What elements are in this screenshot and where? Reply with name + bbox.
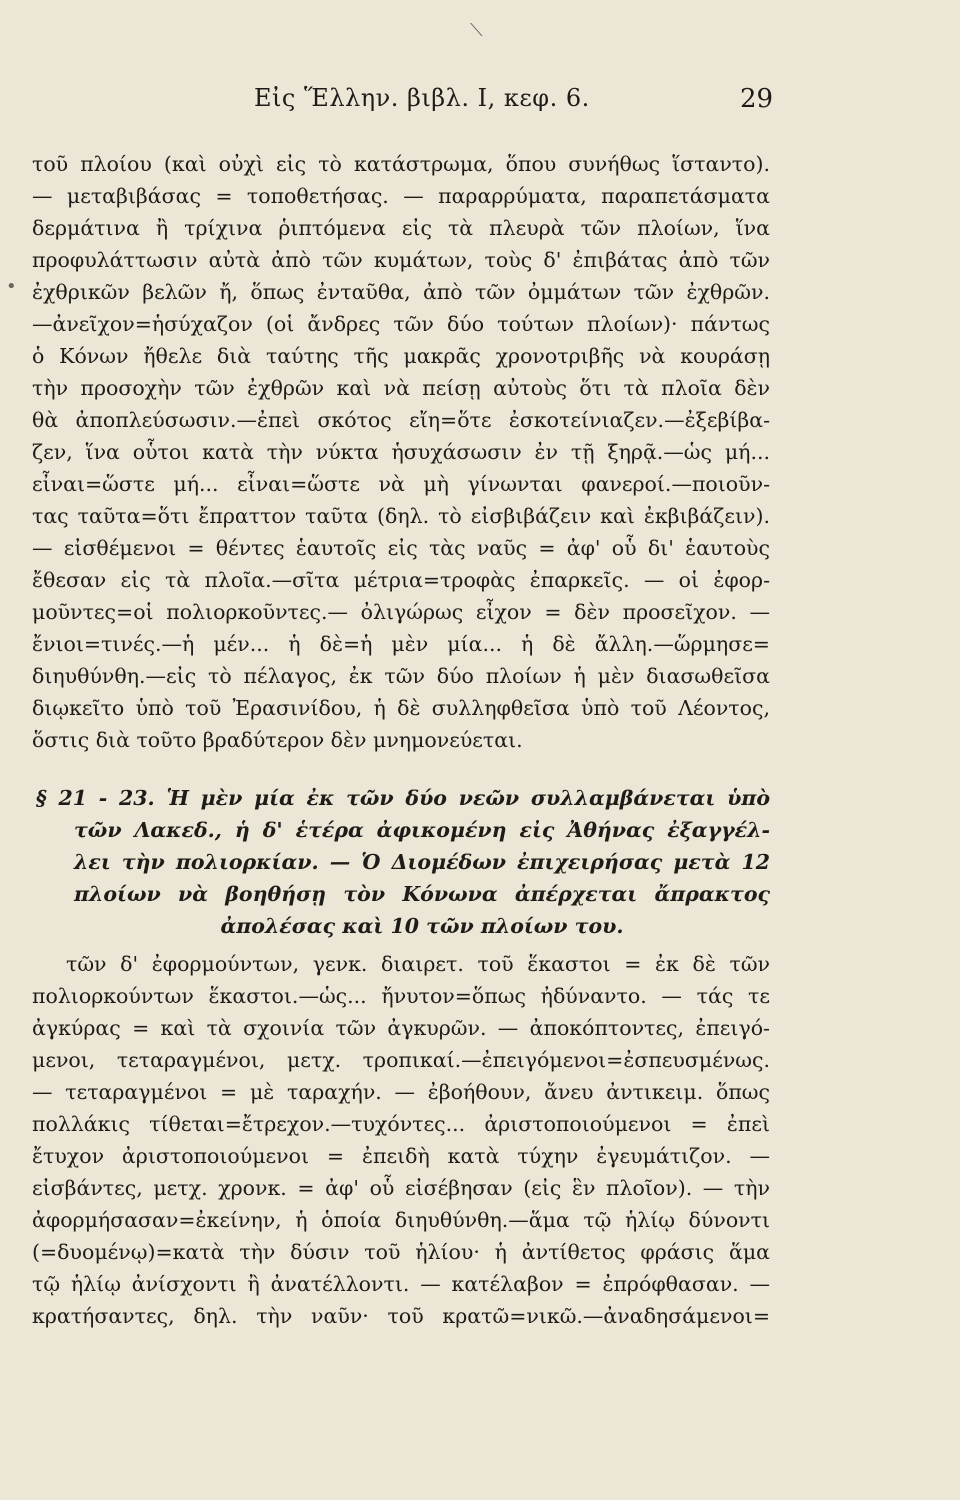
page-number: 29 [740, 84, 774, 114]
commentary-line: διηυθύνθη.—εἰς τὸ πέλαγος, ἐκ τῶν δύο πλοίων ἡ μὲν διασωθεῖσα [32, 664, 770, 688]
page-edge-mark: ⟍ [470, 20, 483, 41]
commentary-line: δερμάτινα ἢ τρίχινα ῥιπτόμενα εἰς τὰ πλευρὰ τῶν πλοίων, ἵνα [32, 216, 770, 240]
commentary-line: τὴν προσοχὴν τῶν ἐχθρῶν καὶ νὰ πείσῃ αὐτοὺς ὅτι τὰ πλοῖα δὲν [32, 376, 770, 400]
commentary-line: — μεταβιβάσας = τοποθετήσας. — παραρρύματα, παραπετάσματα [32, 184, 770, 208]
commentary-line: ἔνιοι=τινές.—ἡ μέν... ἡ δὲ=ἡ μὲν μία... ἡ δὲ ἄλλη.—ὥρμησε= [32, 632, 770, 656]
notes-line: τῷ ἡλίῳ ἀνίσχοντι ἢ ἀνατέλλοντι. — κατέλαβον = ἐπρόφθασαν. — [32, 1272, 770, 1296]
notes-line: ἀγκύρας = καὶ τὰ σχοινία τῶν ἀγκυρῶν. — ἀποκόπτοντες, ἐπειγό- [32, 1016, 770, 1040]
commentary-line: διῳκεῖτο ὑπὸ τοῦ Ἐρασινίδου, ἡ δὲ συλληφθεῖσα ὑπὸ τοῦ Λέοντος, [32, 696, 770, 720]
notes-line: — τεταραγμένοι = μὲ ταραχήν. — ἐβοήθουν, ἄνευ ἀντικειμ. ὅπως [32, 1080, 770, 1104]
commentary-line: ἔθεσαν εἰς τὰ πλοῖα.—σῖτα μέτρια=τροφὰς ἐπαρκεῖς. — οἱ ἐφορ- [32, 568, 770, 592]
section-heading-line: πλοίων νὰ βοηθήσῃ τὸν Κόνωνα ἀπέρχεται ἄπρακτος [74, 882, 770, 906]
commentary-line: τας ταῦτα=ὅτι ἔπραττον ταῦτα (δηλ. τὸ εἰσβιβάζειν καὶ ἐκβιβάζειν). [32, 504, 770, 528]
section-heading-line: τῶν Λακεδ., ἡ δ' ἑτέρα ἀφικομένη εἰς Ἀθήνας ἐξαγγέλ- [74, 818, 770, 842]
notes-line: εἰσβάντες, μετχ. χρονκ. = ἀφ' οὗ εἰσέβησαν (εἰς ἓν πλοῖον). — τὴν [32, 1176, 770, 1200]
commentary-line: εἶναι=ὥστε μή... εἶναι=ὥστε νὰ μὴ γίνωνται φανεροί.—ποιοῦν- [32, 472, 770, 496]
commentary-line: θὰ ἀποπλεύσωσιν.—ἐπεὶ σκότος εἴη=ὅτε ἐσκοτείνιαζεν.—ἐξεβίβα- [32, 408, 770, 432]
notes-line: ἀφορμήσασαν=ἐκείνην, ἡ ὁποία διηυθύνθη.—ἅμα τῷ ἡλίῳ δύνοντι [32, 1208, 770, 1232]
commentary-line: προφυλάττωσιν αὐτὰ ἀπὸ τῶν κυμάτων, τοὺς δ' ἐπιβάτας ἀπὸ τῶν [32, 248, 770, 272]
notes-line: ἔτυχον ἀριστοποιούμενοι = ἐπειδὴ κατὰ τύχην ἐγευμάτιζον. — [32, 1144, 770, 1168]
notes-line: τῶν δ' ἐφορμούντων, γενκ. διαιρετ. τοῦ ἕκαστοι = ἐκ δὲ τῶν [66, 952, 770, 976]
notes-line: πολλάκις τίθεται=ἔτρεχον.—τυχόντες... ἀριστοποιούμενοι = ἐπεὶ [32, 1112, 770, 1136]
notes-line: μενοι, τεταραγμένοι, μετχ. τροπικαί.—ἐπειγόμενοι=ἐσπευσμένως. [32, 1048, 770, 1072]
notes-line: κρατήσαντες, δηλ. τὴν ναῦν· τοῦ κρατῶ=νικῶ.—ἀναδησάμενοι= [32, 1304, 770, 1328]
section-heading-line: § 21 - 23. Ἡ μὲν μία ἐκ τῶν δύο νεῶν συλλαμβάνεται ὑπὸ [36, 786, 770, 810]
commentary-line: ὁ Κόνων ἤθελε διὰ ταύτης τῆς μακρᾶς χρονοτριβῆς νὰ κουράσῃ [32, 344, 770, 368]
page-header [0, 84, 960, 120]
commentary-line: —ἀνεῖχον=ἡσύχαζον (οἱ ἄνδρες τῶν δύο τούτων πλοίων)· πάντως [32, 312, 770, 336]
commentary-line: μοῦντες=οἱ πολιορκοῦντες.— ὀλιγώρως εἶχον = δὲν προσεῖχον. — [32, 600, 770, 624]
commentary-line: ζεν, ἵνα οὗτοι κατὰ τὴν νύκτα ἡσυχάσωσιν ἐν τῇ ξηρᾷ.—ὡς μή... [32, 440, 770, 464]
commentary-line: — εἰσθέμενοι = θέντες ἑαυτοῖς εἰς τὰς ναῦς = ἀφ' οὗ δι' ἑαυτοὺς [32, 536, 770, 560]
running-head: Εἰς Ἕλλην. βιβλ. Ι, κεφ. 6. [254, 84, 590, 112]
notes-line: (=δυομένῳ)=κατὰ τὴν δύσιν τοῦ ἡλίου· ἡ ἀντίθετος φράσις ἅμα [32, 1240, 770, 1264]
commentary-line: ἐχθρικῶν βελῶν ἤ, ὅπως ἐνταῦθα, ἀπὸ τῶν ὀμμάτων τῶν ἐχθρῶν. [32, 280, 770, 304]
commentary-line: ὅστις διὰ τοῦτο βραδύτερον δὲν μνημονεύεται. [32, 728, 523, 752]
section-heading-line: ἀπολέσας καὶ 10 τῶν πλοίων του. [220, 914, 624, 938]
commentary-line: τοῦ πλοίου (καὶ οὐχὶ εἰς τὸ κατάστρωμα, ὅπου συνήθως ἵσταντο). [32, 152, 770, 176]
notes-line: πολιορκούντων ἕκαστοι.—ὡς... ἤνυτον=ὅπως ἠδύναντο. — τάς τε [32, 984, 770, 1008]
margin-dot: • [6, 276, 17, 297]
section-heading-line: λει τὴν πολιορκίαν. — Ὁ Διομέδων ἐπιχειρήσας μετὰ 12 [74, 850, 770, 874]
